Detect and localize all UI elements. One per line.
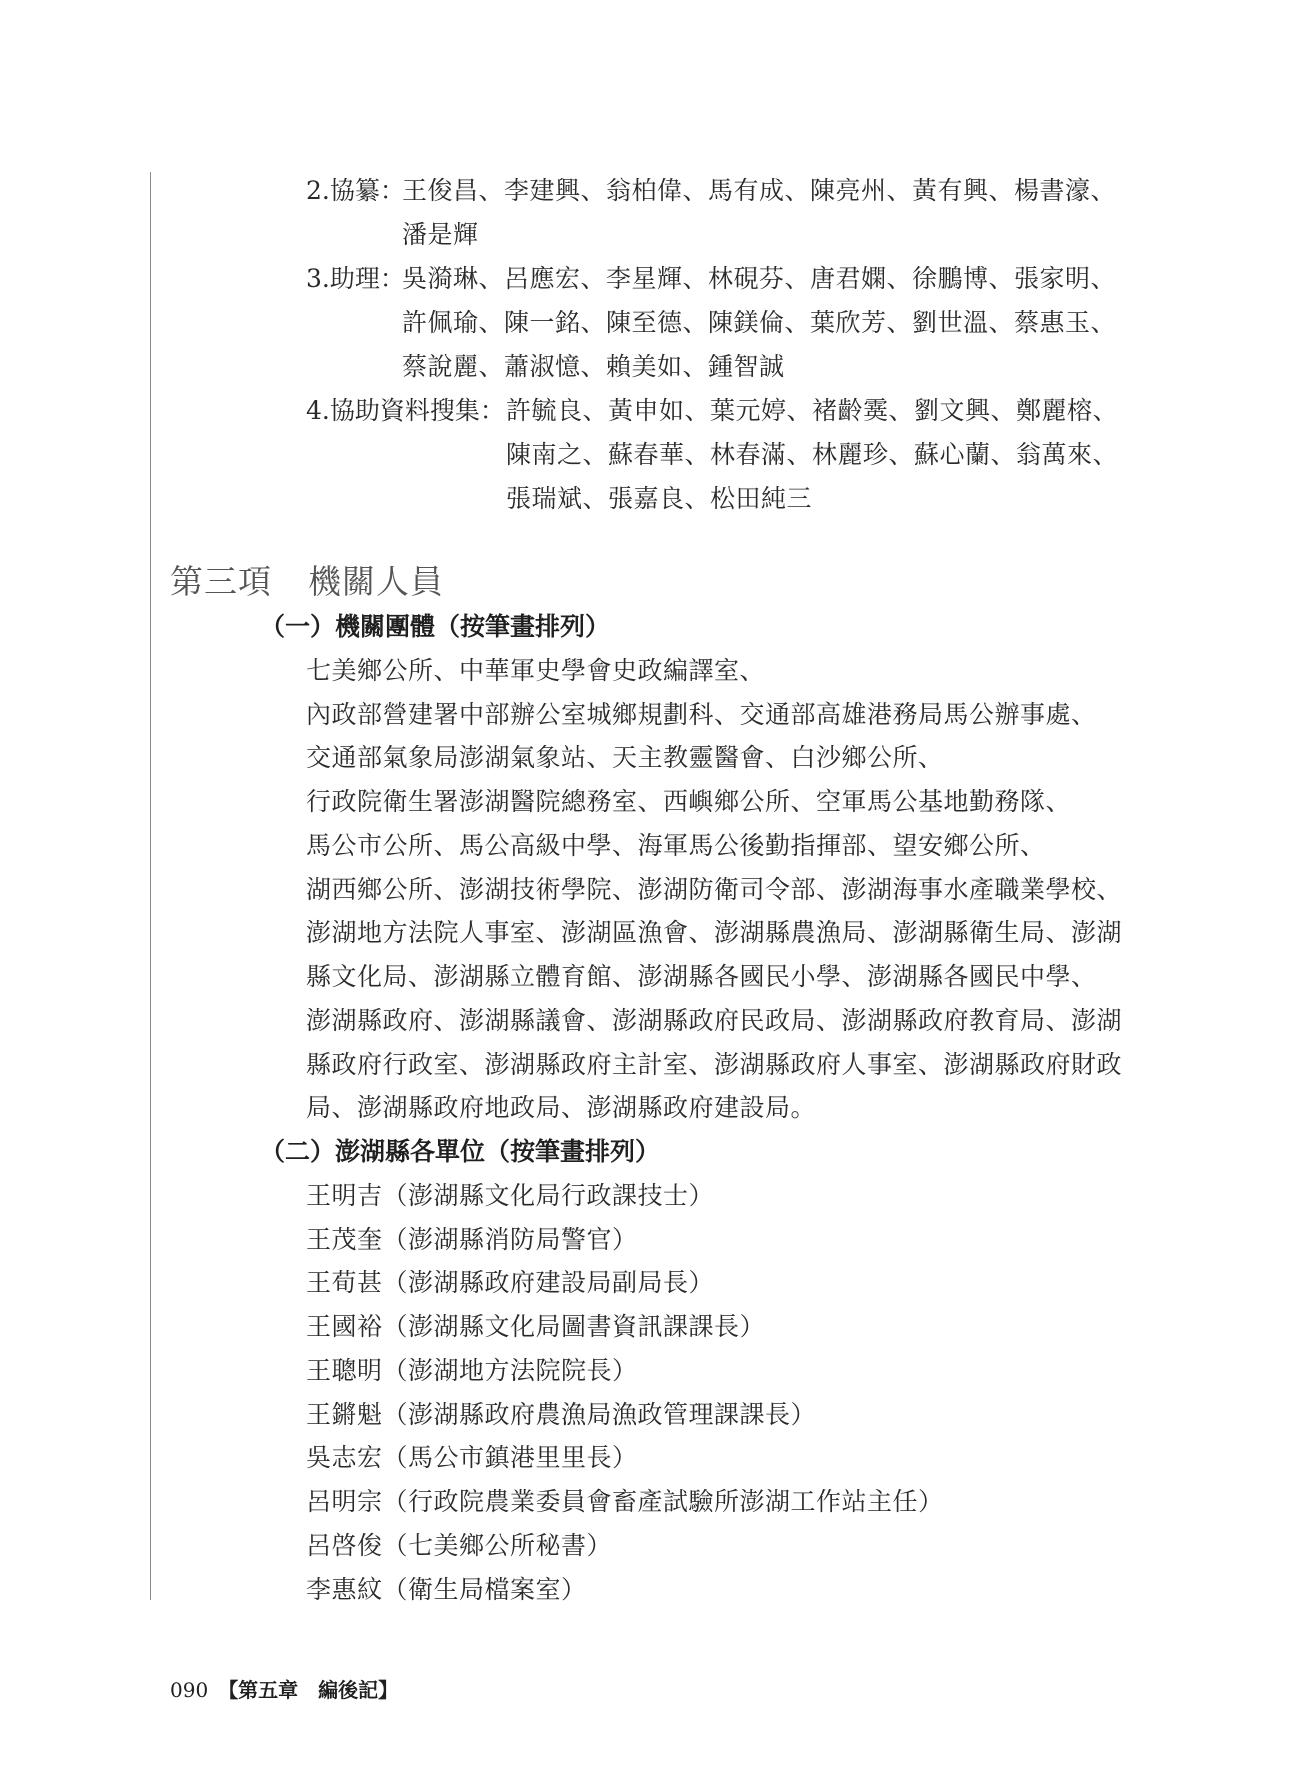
org-line: 縣政府行政室、澎湖縣政府主計室、澎湖縣政府人事室、澎湖縣政府財政 [306,1050,1123,1079]
list-line: 蔡說麗、蕭淑憶、賴美如、鍾智誠 [402,352,785,381]
org-line: 馬公市公所、馬公高級中學、海軍馬公後勤指揮部、望安鄉公所、 [306,831,1046,860]
list-line: 吳漪琳、呂應宏、李星輝、林硯芬、唐君嫻、徐鵬博、張家明、 [402,264,1117,293]
person-line: 王鏘魁（澎湖縣政府農漁局漁政管理課課長） [306,1400,817,1429]
org-line: 內政部營建署中部辦公室城鄉規劃科、交通部高雄港務局馬公辦事處、 [306,700,1097,729]
chapter-label: 【第五章 編後記】 [218,1678,399,1702]
person-line: 王聰明（澎湖地方法院院長） [306,1356,638,1385]
list-line: 陳南之、蘇春華、林春滿、林麗珍、蘇心蘭、翁萬來、 [506,440,1119,469]
list-line: 張瑞斌、張嘉良、松田純三 [506,484,813,513]
org-line: 局、澎湖縣政府地政局、澎湖縣政府建設局。 [306,1093,817,1122]
margin-rule [150,172,151,1600]
subsection-heading-organizations: （一）機關團體（按筆畫排列） [260,612,611,641]
org-line: 行政院衛生署澎湖醫院總務室、西嶼鄉公所、空軍馬公基地勤務隊、 [306,787,1072,816]
section-title [170,562,444,602]
person-line: 王荀甚（澎湖縣政府建設局副局長） [306,1268,715,1297]
org-line: 交通部氣象局澎湖氣象站、天主教靈醫會、白沙鄉公所、 [306,743,944,772]
list-line: 許佩瑜、陳一銘、陳至德、陳鎂倫、葉欣芳、劉世溫、蔡惠玉、 [402,308,1117,337]
person-line: 王明吉（澎湖縣文化局行政課技士） [306,1181,715,1210]
person-line: 吳志宏（馬公市鎮港里里長） [306,1443,638,1472]
org-line: 澎湖縣政府、澎湖縣議會、澎湖縣政府民政局、澎湖縣政府教育局、澎湖 [306,1006,1123,1035]
list-label-coeditors: 2.協纂： [306,176,405,205]
list-line: 王俊昌、李建興、翁柏偉、馬有成、陳亮州、黃有興、楊書濠、 [402,176,1117,205]
person-line: 李惠紋（衛生局檔案室） [306,1575,587,1604]
org-line: 七美鄉公所、中華軍史學會史政編譯室、 [306,656,766,685]
org-line: 澎湖地方法院人事室、澎湖區漁會、澎湖縣農漁局、澎湖縣衛生局、澎湖 [306,918,1123,947]
org-line: 縣文化局、澎湖縣立體育館、澎湖縣各國民小學、澎湖縣各國民中學、 [306,962,1097,991]
list-line: 許毓良、黃申如、葉元婷、褚齡霙、劉文興、鄭麗榕、 [506,396,1119,425]
list-line: 潘是輝 [402,220,479,249]
page-number: 090 [170,1678,209,1702]
section-number: 第三項 [170,562,272,601]
list-label-data-collection: 4.協助資料搜集： [306,396,505,425]
section-heading: 機關人員 [308,562,444,601]
org-line: 湖西鄉公所、澎湖技術學院、澎湖防衛司令部、澎湖海事水產職業學校、 [306,875,1123,904]
subsection-heading-penghu-units: （二）澎湖縣各單位（按筆畫排列） [260,1137,661,1166]
list-label-assistants: 3.助理： [306,264,405,293]
person-line: 王國裕（澎湖縣文化局圖書資訊課課長） [306,1312,766,1341]
person-line: 呂啓俊（七美鄉公所秘書） [306,1531,613,1560]
page-footer [170,1677,398,1703]
person-line: 呂明宗（行政院農業委員會畜產試驗所澎湖工作站主任） [306,1487,944,1516]
person-line: 王茂奎（澎湖縣消防局警官） [306,1225,638,1254]
